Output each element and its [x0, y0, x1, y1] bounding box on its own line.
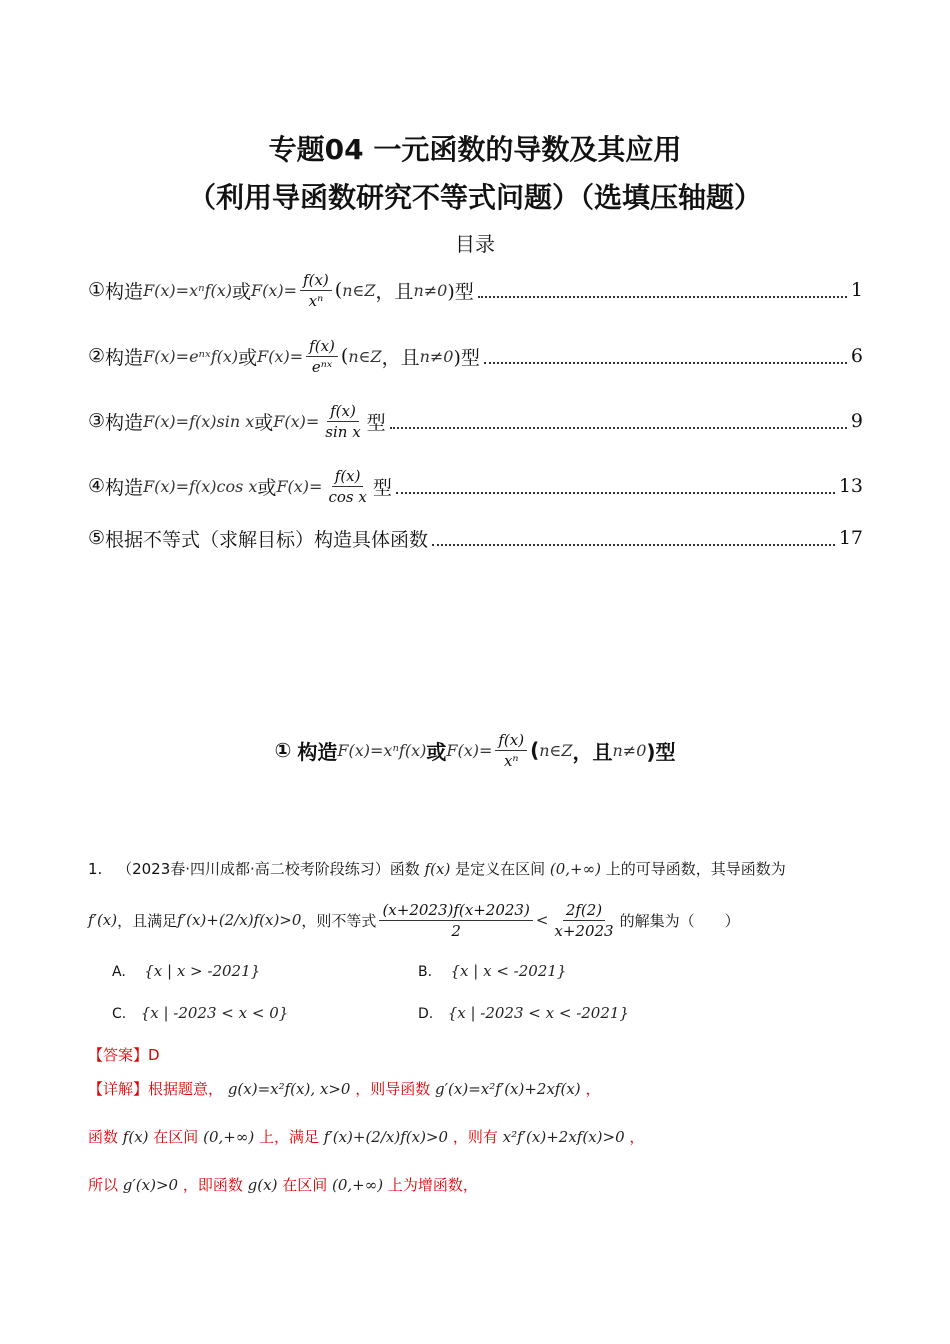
detail-math: g′(x)>0 — [122, 1176, 179, 1194]
detail-text: 根据题意， — [148, 1080, 224, 1098]
option-value: {x | -2023 < x < -2021} — [447, 1004, 629, 1022]
toc-item-number: ② — [88, 345, 106, 367]
frac-denominator: eⁿˣ — [311, 357, 333, 376]
inequality-operator: < — [535, 911, 549, 929]
toc-item-frac-lhs: F(x)= — [276, 476, 323, 496]
toc-item-cond: n∈Z — [348, 346, 382, 366]
toc-item-prefix: 根据不等式（求解目标）构造具体函数 — [105, 528, 429, 551]
detail-text: 在区间 — [282, 1176, 328, 1194]
toc-leader-dots — [484, 348, 847, 364]
question-text: ，且满足 — [117, 911, 178, 930]
detail-line-3 — [88, 1174, 478, 1195]
toc-item-5[interactable] — [88, 512, 863, 564]
toc-item-frac-lhs: F(x)= — [251, 280, 298, 300]
frac-numerator: f(x) — [495, 730, 527, 751]
toc-item-expr: F(x)=f(x)cos x — [143, 476, 258, 496]
toc-item-paren: ( — [334, 279, 343, 301]
math-fprime: f′(x) — [88, 911, 118, 929]
math-fx: f(x) — [424, 860, 451, 878]
toc-item-cond: n≠0 — [419, 346, 454, 366]
section-expr: F(x)=xⁿf(x) — [337, 740, 427, 760]
frac-denominator: cos x — [328, 487, 367, 506]
detail-text: ，即函数 — [182, 1176, 243, 1194]
detail-text: ， — [585, 1080, 601, 1098]
detail-text: ，则导函数 — [355, 1080, 431, 1098]
section-prefix: 构造 — [297, 739, 338, 764]
frac-denominator: sin x — [325, 422, 361, 441]
section-cond-mid: ，且 — [572, 739, 613, 764]
frac-numerator: 2f(2) — [563, 900, 605, 921]
toc-item-expr: F(x)=f(x)sin x — [143, 411, 255, 431]
detail-line-2 — [88, 1126, 644, 1147]
option-b[interactable] — [418, 962, 566, 980]
answer-value: D — [148, 1046, 160, 1064]
frac-numerator: f(x) — [327, 401, 359, 422]
toc-item-expr: F(x)=eⁿˣf(x) — [143, 346, 239, 366]
toc-item-number: ① — [88, 279, 106, 301]
toc-item-or: 或 — [238, 346, 258, 369]
toc-item-3[interactable] — [88, 395, 863, 447]
toc-item-or: 或 — [257, 476, 277, 499]
section-heading — [0, 720, 950, 780]
toc-item-page: 17 — [838, 527, 863, 549]
detail-text: 上，满足 — [258, 1128, 319, 1146]
toc-item-suffix: )型 — [447, 280, 474, 303]
section-number: ① — [274, 738, 292, 762]
frac-denominator: 2 — [451, 921, 461, 940]
detail-text: 所以 — [88, 1176, 119, 1194]
section-frac-lhs: F(x)= — [446, 740, 493, 760]
toc-item-4[interactable] — [88, 460, 863, 512]
section-paren: ( — [530, 738, 540, 762]
toc-item-page: 9 — [850, 410, 863, 432]
toc-item-frac-lhs: F(x)= — [257, 346, 304, 366]
frac-numerator: f(x) — [300, 270, 332, 291]
toc-item-page: 1 — [850, 279, 863, 301]
section-fraction — [495, 730, 527, 771]
toc-item-or: 或 — [254, 411, 274, 434]
toc-item-cond: n≠0 — [413, 280, 448, 300]
answer-line — [88, 1044, 160, 1065]
toc-item-page: 13 — [838, 475, 863, 497]
toc-item-2[interactable] — [88, 330, 863, 382]
toc-item-cond: n∈Z — [342, 280, 376, 300]
frac-denominator: x+2023 — [554, 921, 614, 940]
inequality-lhs-fraction — [379, 900, 532, 941]
toc-leader-dots — [390, 413, 847, 429]
toc-item-prefix: 构造 — [105, 476, 144, 499]
toc-item-fraction — [325, 466, 369, 507]
detail-text: 上为增函数， — [387, 1176, 478, 1194]
toc-item-prefix: 构造 — [105, 346, 144, 369]
option-c[interactable] — [112, 1004, 288, 1022]
toc-leader-dots — [396, 478, 835, 494]
detail-text: 函数 — [88, 1128, 119, 1146]
detail-math: g(x) — [247, 1176, 278, 1194]
frac-numerator: f(x) — [332, 466, 364, 487]
detail-text: 在区间 — [153, 1128, 199, 1146]
detail-math: g(x)=x²f(x), x>0 — [227, 1080, 351, 1098]
option-label: A. — [112, 964, 126, 980]
frac-numerator: f(x) — [306, 336, 338, 357]
toc-item-paren: ( — [340, 345, 349, 367]
toc-leader-dots — [432, 530, 835, 546]
frac-numerator: (x+2023)f(x+2023) — [379, 900, 532, 921]
toc-item-suffix: )型 — [453, 346, 480, 369]
option-label: B. — [418, 964, 433, 980]
toc-item-fraction — [300, 270, 332, 311]
toc-item-number: ⑤ — [88, 527, 106, 549]
question-source: （2023春·四川成都·高二校考阶段练习）函数 — [117, 860, 420, 878]
math-condition: f′(x)+(2/x)f(x)>0 — [177, 911, 302, 929]
detail-math: (0,+∞) — [203, 1128, 255, 1146]
question-text: ，则不等式 — [301, 911, 377, 930]
toc-item-cond-mid: ，且 — [375, 280, 414, 303]
inequality-rhs-fraction — [551, 900, 616, 941]
toc-item-fraction — [306, 336, 338, 377]
frac-denominator: xⁿ — [503, 751, 519, 770]
detail-label: 【详解】 — [88, 1080, 149, 1098]
toc-label: 目录 — [455, 232, 495, 256]
toc-item-number: ④ — [88, 475, 106, 497]
math-interval: (0,+∞) — [549, 860, 601, 878]
question-text: 是定义在区间 — [455, 860, 546, 878]
section-suffix: )型 — [646, 739, 676, 764]
toc-item-1[interactable] — [88, 264, 863, 316]
question-line-2 — [88, 898, 740, 942]
frac-denominator: xⁿ — [308, 291, 324, 310]
toc-item-suffix: 型 — [372, 476, 392, 499]
question-text: 的解集为（ ） — [619, 911, 740, 930]
detail-math: (0,+∞) — [332, 1176, 384, 1194]
option-value: {x | x > -2021} — [144, 962, 261, 980]
toc-item-frac-lhs: F(x)= — [273, 411, 320, 431]
answer-label: 【答案】 — [88, 1046, 149, 1064]
toc-item-fraction — [322, 401, 363, 442]
option-value: {x | -2023 < x < 0} — [140, 1004, 289, 1022]
option-label: D. — [418, 1006, 434, 1022]
detail-math: g′(x)=x²f′(x)+2xf(x) — [435, 1080, 581, 1098]
question-line-1 — [88, 858, 786, 879]
section-or: 或 — [426, 739, 447, 764]
toc-item-number: ③ — [88, 410, 106, 432]
toc-item-expr: F(x)=xⁿf(x) — [143, 280, 233, 300]
option-label: C. — [112, 1006, 127, 1022]
question-text: 上的可导函数，其导函数为 — [605, 860, 786, 878]
detail-math: f(x) — [122, 1128, 149, 1146]
detail-math: f′(x)+(2/x)f(x)>0 — [323, 1128, 449, 1146]
detail-line-1 — [88, 1078, 600, 1099]
toc-item-suffix: 型 — [366, 411, 386, 434]
section-cond: n≠0 — [612, 740, 647, 760]
toc-leader-dots — [478, 282, 847, 298]
toc-item-or: 或 — [232, 280, 252, 303]
toc-item-prefix: 构造 — [105, 280, 144, 303]
toc-item-prefix: 构造 — [105, 411, 144, 434]
toc-item-page: 6 — [850, 345, 863, 367]
question-number: 1. — [88, 860, 103, 878]
section-cond: n∈Z — [539, 740, 573, 760]
option-a[interactable] — [112, 962, 260, 980]
doc-title-line2: （利用导函数研究不等式问题）（选填压轴题） — [187, 181, 762, 214]
option-d[interactable] — [418, 1004, 629, 1022]
toc-item-cond-mid: ，且 — [381, 346, 420, 369]
detail-text: ，则有 — [452, 1128, 498, 1146]
detail-math: x²f′(x)+2xf(x)>0 — [502, 1128, 625, 1146]
detail-text: ， — [629, 1128, 645, 1146]
option-value: {x | x < -2021} — [450, 962, 567, 980]
doc-title-line1: 专题04 一元函数的导数及其应用 — [268, 133, 682, 166]
